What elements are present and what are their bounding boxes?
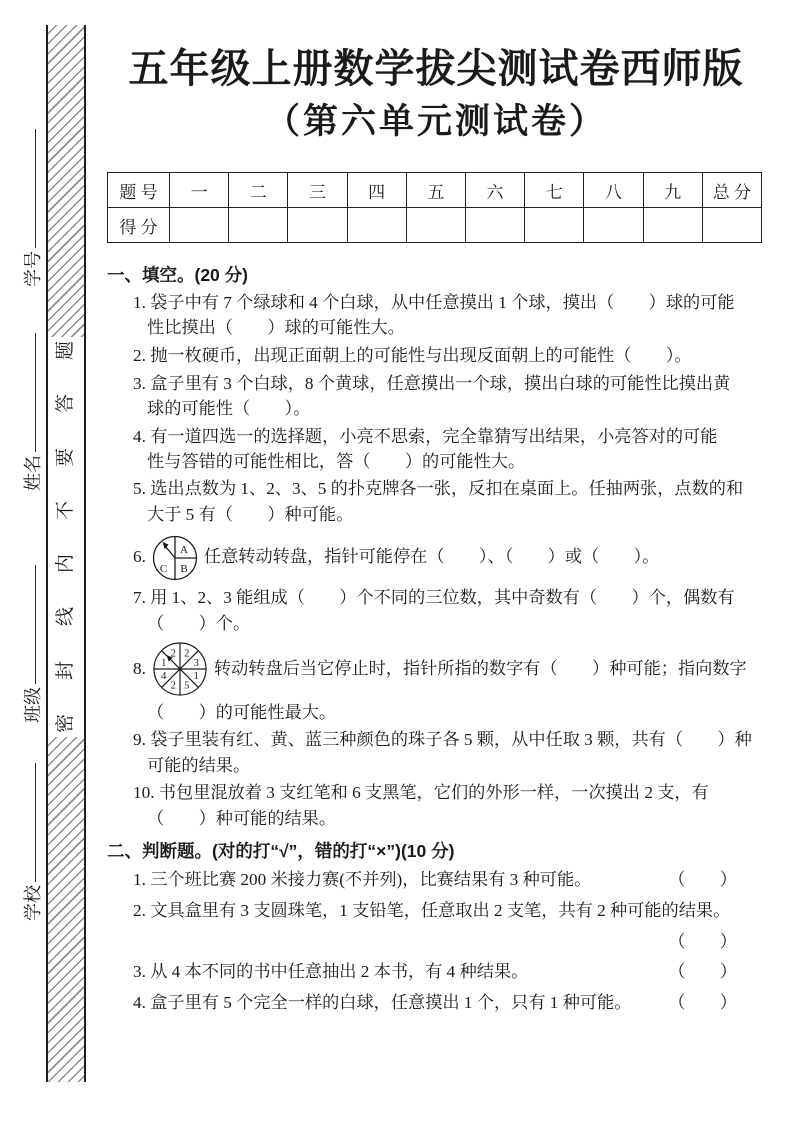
judgment-question [107,898,765,923]
score-table-header-cell: 四 [347,173,406,208]
fill-in-blank-questions [107,290,765,831]
question [107,371,765,421]
score-cell-empty [170,208,229,243]
seal-line-text [48,337,84,737]
score-cell-empty [229,208,288,243]
spinner-number: 4 [161,670,167,682]
spinner-number: 2 [170,680,176,692]
spinner-number: 5 [183,680,190,692]
question-line: 2. 抛一枚硬币，出现正面朝上的可能性与出现反面朝上的可能性（ ）。 [133,345,692,365]
question-line: （ ）的可能性最大。 [147,702,337,722]
student-field-blank-line [35,129,36,248]
seal-char: 题 [55,340,77,361]
question-line: 性与答错的可能性相比，答（ ）的可能性大。 [147,451,526,471]
score-table [107,172,762,243]
score-row-label: 得 分 [108,208,170,243]
question-line: 转动转盘后当它停止时，指针所指的数字有（ ）种可能；指向数字 [213,659,747,679]
question-line: 1. 袋子中有 7 个绿球和 4 个白球，从中任意摸出 1 个球，摸出（ ）球的可能 [133,293,735,312]
judgment-question [107,990,765,1015]
question [107,343,765,368]
seal-hatch-top [48,25,84,337]
true-false-questions [107,867,765,1015]
seal-char: 答 [55,394,77,414]
score-cell-empty [288,208,347,243]
question-line: 3. 从 4 本不同的书中任意抽出 2 本书，有 4 种结果。 [133,962,529,982]
student-field-label: 班级 [23,687,43,723]
question-line: 5. 选出点数为 1、2、3、5 的扑克牌各一张，反扣在桌面上。任抽两张，点数的和 [133,479,744,499]
seal-line-column [46,25,86,1082]
question-line: （ ）种可能的结果。 [147,808,337,828]
score-table-header-cell: 总 分 [702,173,761,208]
seal-char: 线 [55,607,77,627]
seal-char: 封 [55,660,77,680]
student-field-姓名 [19,333,41,491]
question-line: 10. 书包里混放着 3 支红笔和 6 支黑笔，它们的外形一样，一次摸出 2 支，有 [133,783,709,803]
spinner-label: A [179,543,188,556]
question-line: 9. 袋子里装有红、黄、蓝三种颜色的珠子各 5 颗，从中任取 3 颗，共有（ ）种 [133,730,752,750]
question-line: 任意转动转盘，指针可能停在（ ）、（ ）或（ ）。 [203,547,660,567]
section2-heading: 二、判断题。(对的打“√”，错的打“×”)(10 分) [107,840,455,861]
score-table-header-cell: 三 [288,173,347,208]
question [107,424,765,474]
score-cell-empty [702,208,761,243]
question [107,476,765,526]
answer-blank: （ ） [668,870,737,890]
spinner-number: 3 [193,657,199,669]
score-table-header-cell: 九 [643,173,702,208]
student-field-blank-line [35,763,36,882]
question-line: 球的可能性（ ）。 [147,398,311,418]
student-field-label: 学号 [23,251,43,287]
spinner-number: 1 [161,657,167,669]
student-field-label: 姓名 [23,455,43,491]
spinner-numbers-diagram [151,640,209,698]
question-line: 4. 盒子里有 5 个完全一样的白球，任意摸出 1 个，只有 1 种可能。 [133,993,632,1013]
answer-blank: （ ） [668,931,737,951]
seal-char: 内 [55,554,77,574]
student-field-blank-line [35,333,36,452]
seal-char: 要 [55,447,77,467]
question-spinner-row [107,640,765,698]
student-field-label: 学校 [23,885,43,921]
student-field-blank-line [35,565,36,684]
question [107,290,765,340]
question-line: 性比摸出（ ）球的可能性大。 [147,318,405,338]
spinner-label: B [180,562,188,575]
paper-title: 五年级上册数学拔尖测试卷西师版 [128,47,744,91]
spinner-number: 2 [183,648,190,660]
seal-char: 密 [55,713,77,733]
score-cell-empty [347,208,406,243]
student-field-班级 [19,565,41,723]
answer-blank: （ ） [668,962,737,982]
question-spinner-row [107,531,765,583]
question-line: 大于 5 有（ ）种可能。 [147,504,354,524]
question-line: 可能的结果。 [147,755,251,775]
spinner-label: C [159,562,168,575]
score-cell-empty [406,208,465,243]
question-number: 6. [133,547,146,567]
section1-heading: 一、填空。(20 分) [107,265,248,285]
question [107,780,765,830]
score-table-header-cell: 八 [584,173,643,208]
student-field-学号 [19,129,41,287]
score-cell-empty [525,208,584,243]
paper-content [107,0,765,1015]
answer-blank: （ ） [668,993,737,1013]
score-table-score-row [108,208,762,243]
question-line: 2. 文具盒里有 3 支圆珠笔，1 支铅笔，任意取出 2 支笔，共有 2 种可能的结果。 [133,900,731,920]
seal-char: 不 [55,500,77,520]
score-table-header-cell: 一 [170,173,229,208]
student-field-学校 [19,763,41,921]
question [107,640,765,725]
judgment-question [107,959,765,984]
score-table-header-cell: 七 [525,173,584,208]
score-table-header-cell: 题 号 [108,173,170,208]
questions-area [107,264,765,1015]
spinner-number: 1 [193,670,199,682]
score-table-header-cell: 六 [465,173,524,208]
question-line: 4. 有一道四选一的选择题，小亮不思索，完全靠猜写出结果，小亮答对的可能 [133,426,718,446]
question [107,585,765,635]
score-cell-empty [643,208,702,243]
spinner-abc-diagram [151,531,199,583]
question-line: 1. 三个班比赛 200 米接力赛(不并列)，比赛结果有 3 种可能。 [133,870,592,890]
score-table-header-row [108,173,762,208]
question-line: 3. 盒子里有 3 个白球，8 个黄球，任意摸出一个球，摸出白球的可能性比摸出黄 [133,373,731,393]
question-line: （ ）个。 [147,613,251,633]
score-cell-empty [584,208,643,243]
seal-hatch-bottom [48,737,84,1082]
score-cell-empty [465,208,524,243]
judgment-question [107,867,765,892]
question-line: 7. 用 1、2、3 能组成（ ）个不同的三位数，其中奇数有（ ）个，偶数有 [133,588,735,608]
question [107,531,765,583]
paper-subtitle: （第六单元测试卷） [264,102,607,141]
spinner-number: 2 [170,648,176,660]
question [107,727,765,777]
score-table-header-cell: 二 [229,173,288,208]
spinner-needle-icon [162,542,175,558]
question-number: 8. [133,659,146,679]
score-table-header-cell: 五 [406,173,465,208]
